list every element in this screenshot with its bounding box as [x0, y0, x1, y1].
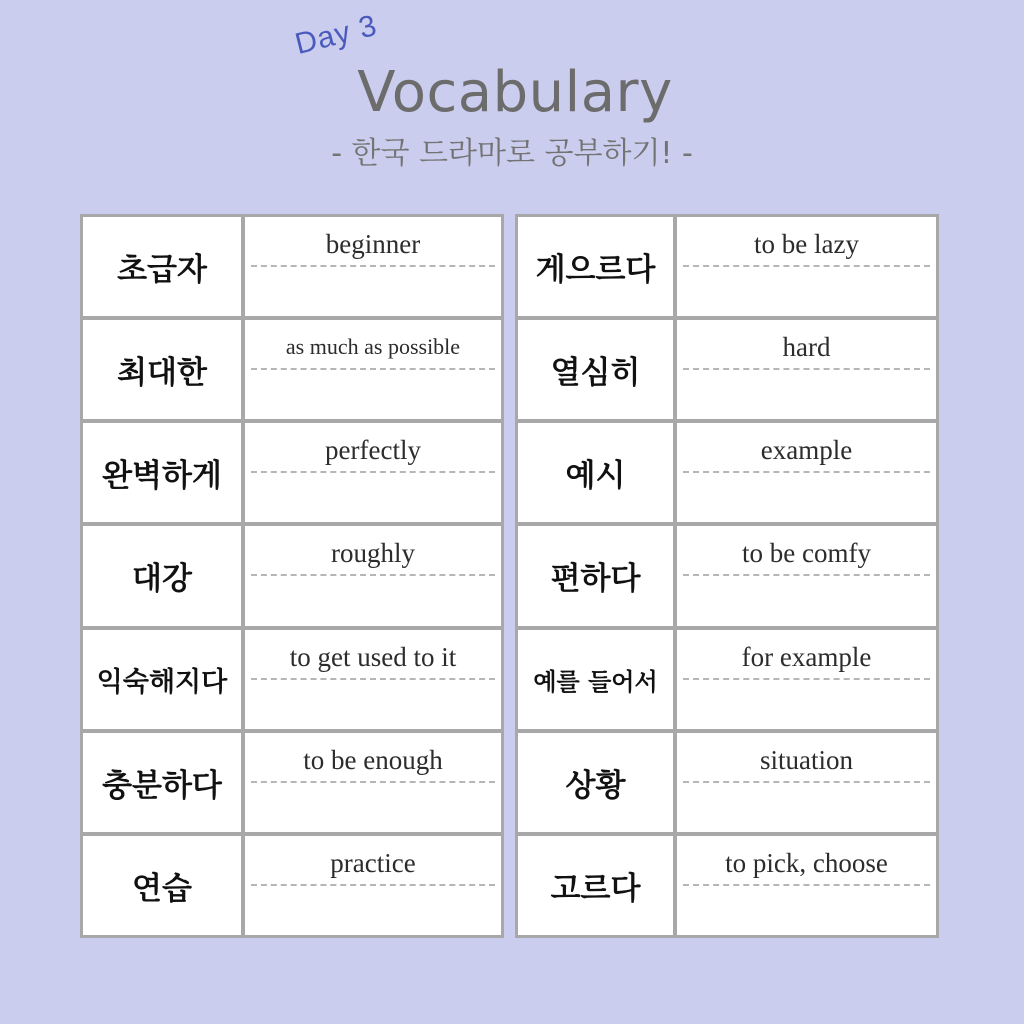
english-meaning-cell [677, 423, 936, 522]
korean-word: 예시 [518, 423, 673, 522]
vocab-row [518, 423, 936, 522]
vocab-table-right [515, 214, 939, 938]
korean-word: 열심히 [518, 320, 673, 419]
vocab-row [518, 630, 936, 729]
dashed-line [683, 368, 930, 370]
dashed-line [251, 884, 495, 886]
dashed-line [683, 265, 930, 267]
korean-word: 게으르다 [518, 217, 673, 316]
english-meaning-cell [677, 630, 936, 729]
dashed-line [251, 471, 495, 473]
dashed-line [251, 678, 495, 680]
english-meaning: practice [330, 847, 416, 878]
vocab-row [83, 217, 501, 316]
english-meaning: situation [760, 744, 853, 775]
vocab-row [518, 733, 936, 832]
english-meaning-cell [245, 320, 501, 419]
dashed-line [251, 368, 495, 370]
vocab-row [83, 630, 501, 729]
english-meaning-cell [245, 423, 501, 522]
vocab-row [518, 836, 936, 935]
english-meaning: to pick, choose [725, 847, 888, 878]
english-meaning: example [760, 435, 853, 466]
dashed-line [683, 678, 930, 680]
english-meaning: perfectly [325, 435, 421, 466]
english-meaning-cell [677, 836, 936, 935]
korean-word: 익숙해지다 [83, 630, 241, 729]
english-meaning-cell [677, 526, 936, 625]
vocab-row [83, 526, 501, 625]
page-subtitle: - 한국 드라마로 공부하기! - [331, 136, 693, 171]
english-meaning: for example [741, 641, 872, 672]
vocab-row [83, 423, 501, 522]
english-meaning: hard [782, 332, 831, 363]
english-meaning-cell [245, 217, 501, 316]
english-meaning: to be enough [303, 744, 443, 775]
dashed-line [251, 265, 495, 267]
korean-word: 고르다 [518, 836, 673, 935]
vocab-row [518, 217, 936, 316]
english-meaning: to be comfy [742, 538, 871, 569]
english-meaning: to get used to it [289, 641, 457, 672]
english-meaning: roughly [331, 538, 415, 569]
english-meaning-cell [245, 733, 501, 832]
english-meaning: as much as possible [285, 334, 461, 360]
english-meaning-cell [245, 836, 501, 935]
vocab-row [518, 526, 936, 625]
vocab-row [83, 320, 501, 419]
page-title: Vocabulary [357, 60, 673, 125]
vocab-table-left [80, 214, 504, 938]
korean-word: 충분하다 [83, 733, 241, 832]
dashed-line [251, 574, 495, 576]
korean-word: 예를 들어서 [518, 630, 673, 729]
korean-word: 완벽하게 [83, 423, 241, 522]
dashed-line [683, 574, 930, 576]
day-label: Day 3 [291, 8, 381, 62]
korean-word: 연습 [83, 836, 241, 935]
english-meaning: to be lazy [754, 229, 859, 259]
dashed-line [683, 781, 930, 783]
korean-word: 초급자 [83, 217, 241, 316]
english-meaning: beginner [325, 229, 421, 259]
dashed-line [683, 471, 930, 473]
english-meaning-cell [677, 320, 936, 419]
korean-word: 상황 [518, 733, 673, 832]
dashed-line [683, 884, 930, 886]
vocab-row [83, 733, 501, 832]
korean-word: 대강 [83, 526, 241, 625]
korean-word: 편하다 [518, 526, 673, 625]
english-meaning-cell [677, 733, 936, 832]
english-meaning-cell [245, 630, 501, 729]
english-meaning-cell [245, 526, 501, 625]
korean-word: 최대한 [83, 320, 241, 419]
dashed-line [251, 781, 495, 783]
vocab-row [518, 320, 936, 419]
vocab-row [83, 836, 501, 935]
english-meaning-cell [677, 217, 936, 316]
